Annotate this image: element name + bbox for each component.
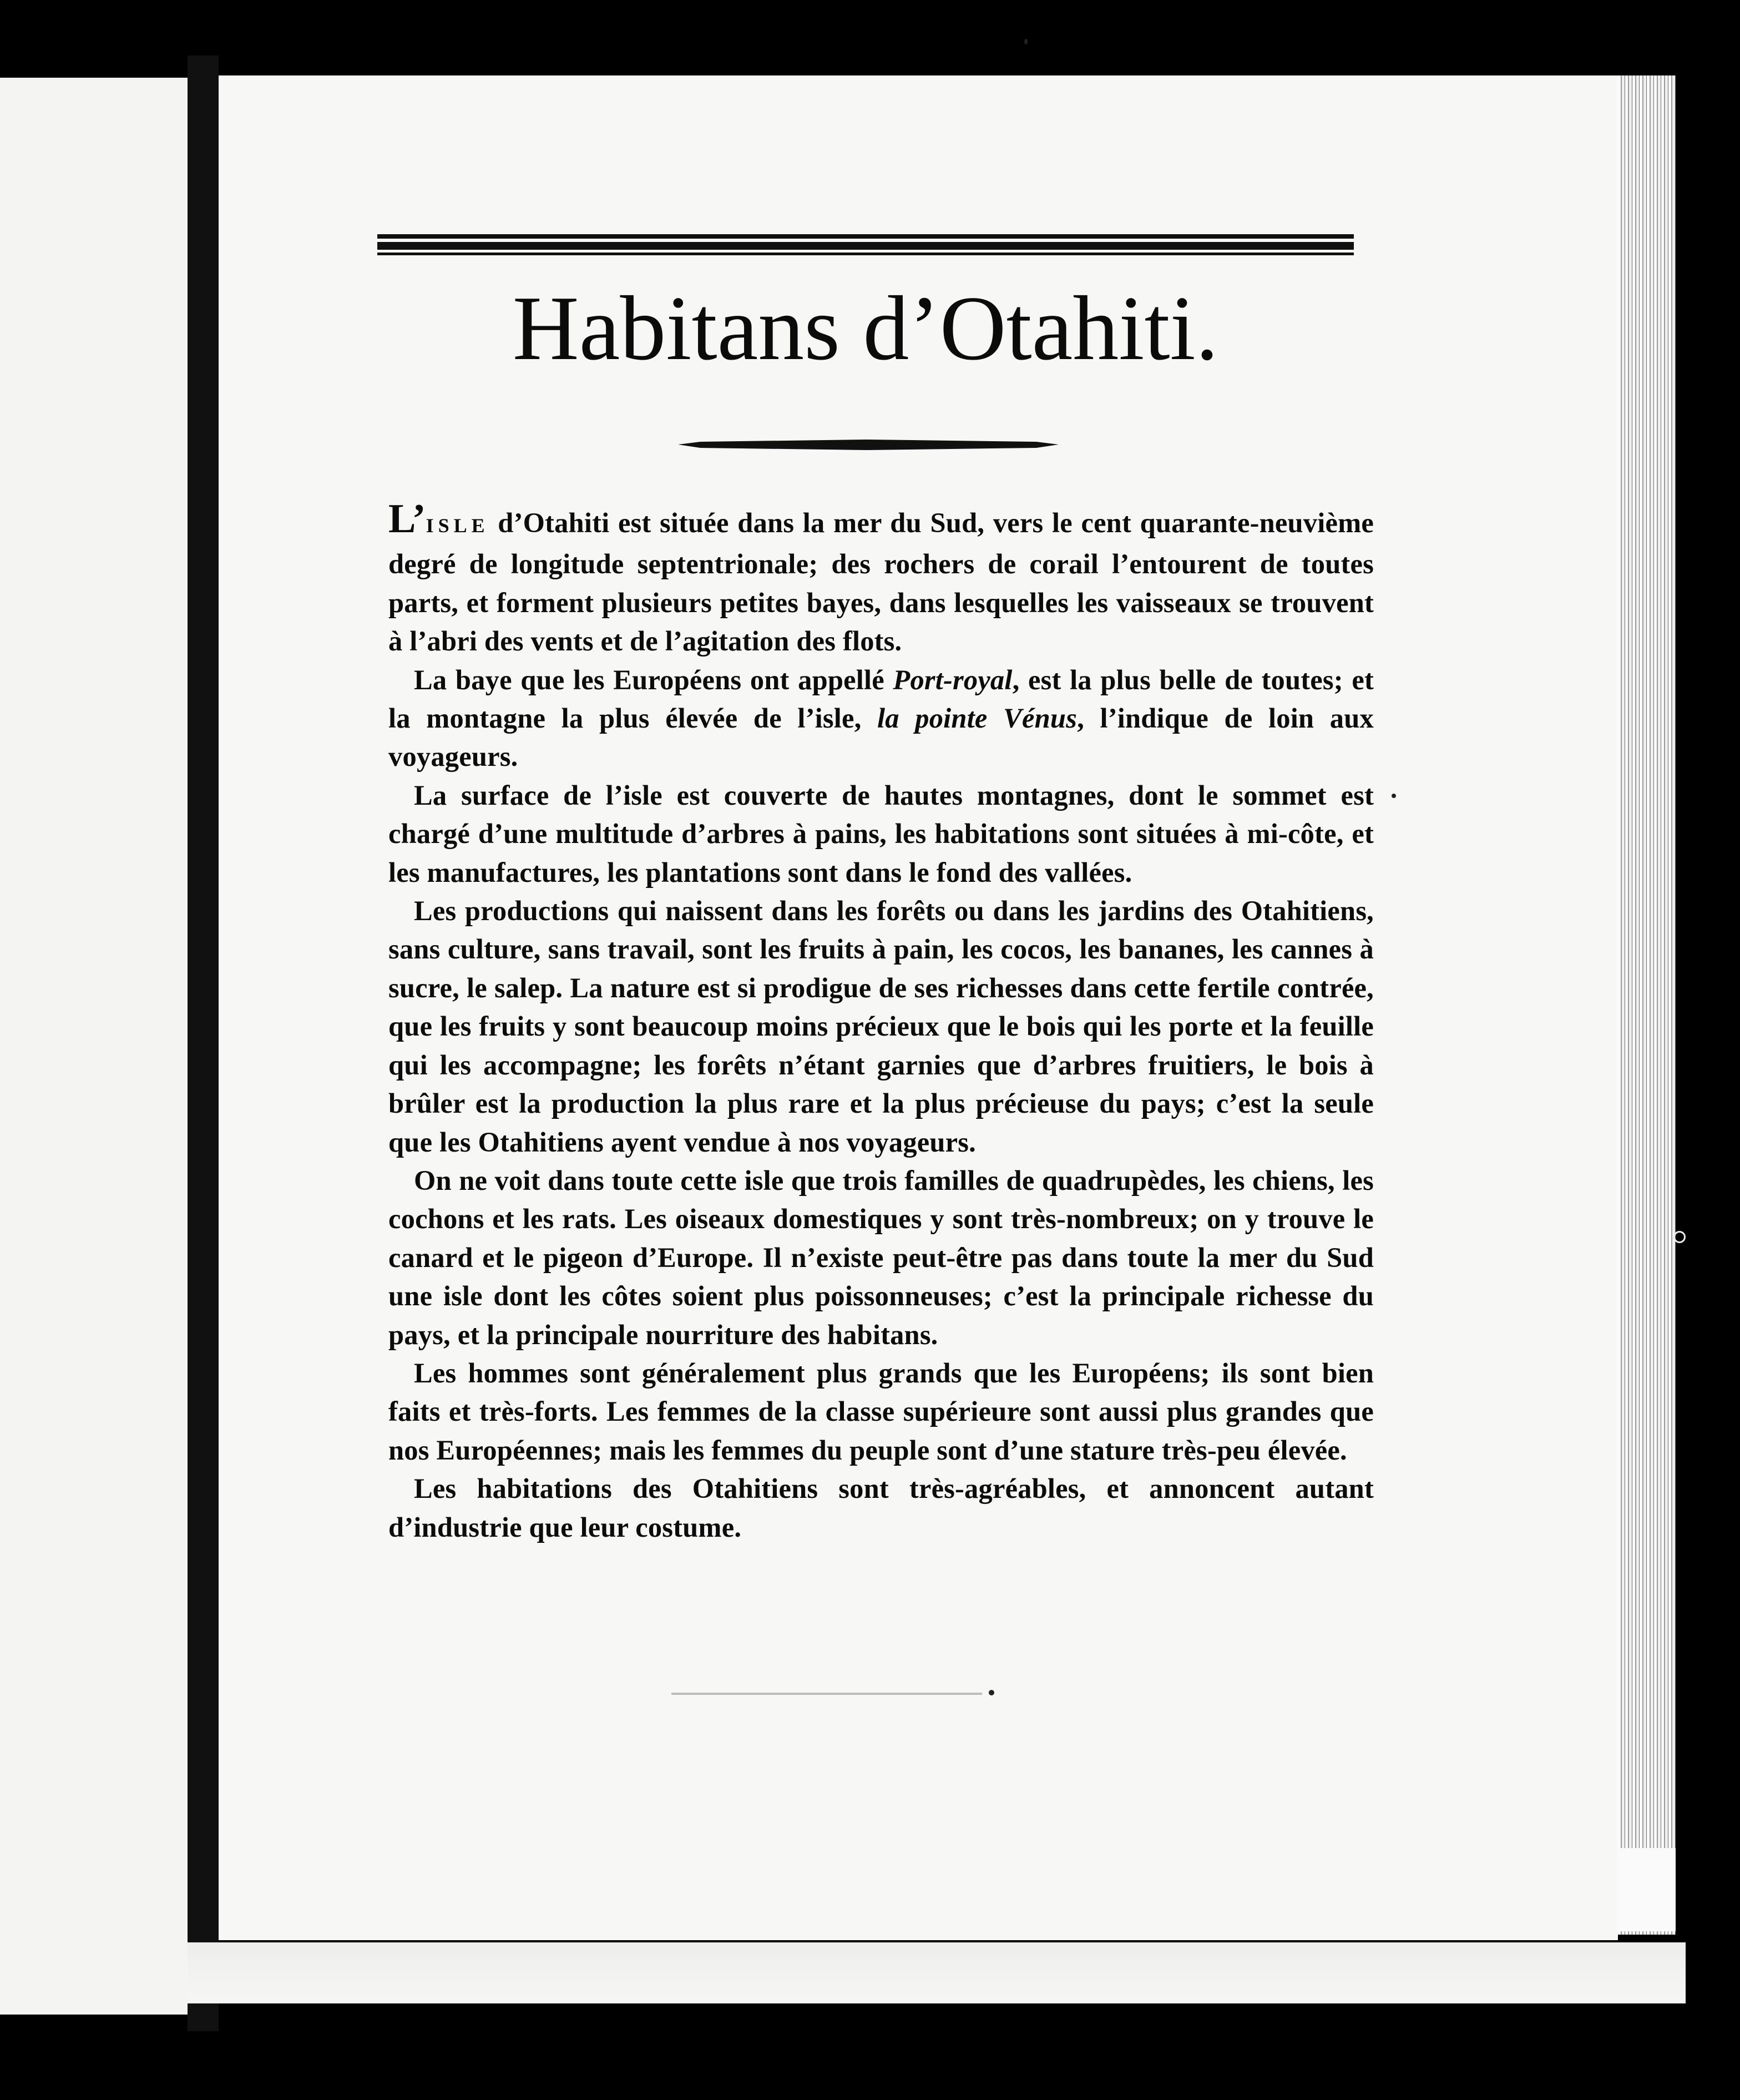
paragraph-2-part-c: , est la plus belle de toutes; et la montagne la plus élevée de l’isle, [388,664,1374,734]
page-title: Habitans d’Otahiti. [512,277,1219,379]
small-caps-word: ISLE [426,514,489,537]
page-edge-leaves [1618,75,1676,1935]
drop-cap: L’ [388,496,426,542]
body-text [388,496,1374,1547]
paragraph-7: Les habitations des Otahitiens sont très-agréables, et annoncent autant d’industrie que leur costume. [388,1473,1374,1543]
paragraph-2 [388,661,1374,776]
margin-ring-mark [1673,1231,1686,1243]
book-gutter [188,55,219,2031]
ornamental-top-rule [377,232,1354,256]
paragraph-3: La surface de l’isle est couverte de hautes montagnes, dont le sommet est chargé d’une multitude d’arbres à pains, les habitations sont situées à mi-côte, et les manufactures, les plantations sont dans le fond des vallées. [388,779,1374,888]
end-dot [989,1690,994,1695]
facing-page [0,78,188,2015]
paragraph-2-part-a: La baye que les Européens ont appellé [414,664,893,695]
end-rule [671,1693,982,1695]
page-edge-base [1618,1848,1676,1931]
paragraph-6: Les hommes sont généralement plus grands que les Européens; ils sont bien faits et très-forts. Les femmes de la classe supérieure sont aussi plus grandes que nos Européennes; mais les femmes du peuple sont d’une stature très-peu élevée. [388,1357,1374,1466]
ink-speck [1024,39,1028,44]
paragraph-1-text: d’Otahiti est située dans la mer du Sud, vers le cent quarante-neuvième degré de longitude septentrionale; des rochers de corail l’entourent de toutes parts, et forment plusieurs petites bayes, dans lesquelles les vaisseaux se trouvent à l’abri des vents et de l’agitation des flots. [388,507,1374,657]
paragraph-2-part-e: , l’indique de loin aux voyageurs. [388,703,1374,773]
title-divider-rule [678,436,1059,453]
pointe-venus-name: la pointe Vénus [877,703,1078,734]
port-royal-name: Port-royal [893,664,1013,695]
paragraph-4: Les productions qui naissent dans les forêts ou dans les jardins des Otahitiens, sans culture, sans travail, sont les fruits à pain, les cocos, les bananes, les cannes à sucre, le salep. La nature est si prodigue de ses richesses dans cette fertile contrée, que les fruits y sont beaucoup moins précieux que le bois qui les porte et la feuille qui les accompagne; les forêts n’étant garnies que d’arbres fruitiers, le bois à brûler est la production la plus rare et la plus précieuse du pays; c’est la seule que les Otahitiens ayent vendue à nos voyageurs. [388,895,1374,1158]
paragraph-1 [388,496,1374,661]
paragraph-5: On ne voit dans toute cette isle que trois familles de quadrupèdes, les chiens, les cochons et les rats. Les oiseaux domestiques y sont très-nombreux; on y trouve le canard et le pigeon d’Europe. Il n’existe peut-être pas dans toute la mer du Sud une isle dont les côtes soient plus poissonneuses; c’est la principale richesse du pays, et la principale nourriture des habitans. [388,1164,1374,1350]
page-bottom-strip [188,1942,1686,2003]
ink-speck [1392,794,1396,798]
